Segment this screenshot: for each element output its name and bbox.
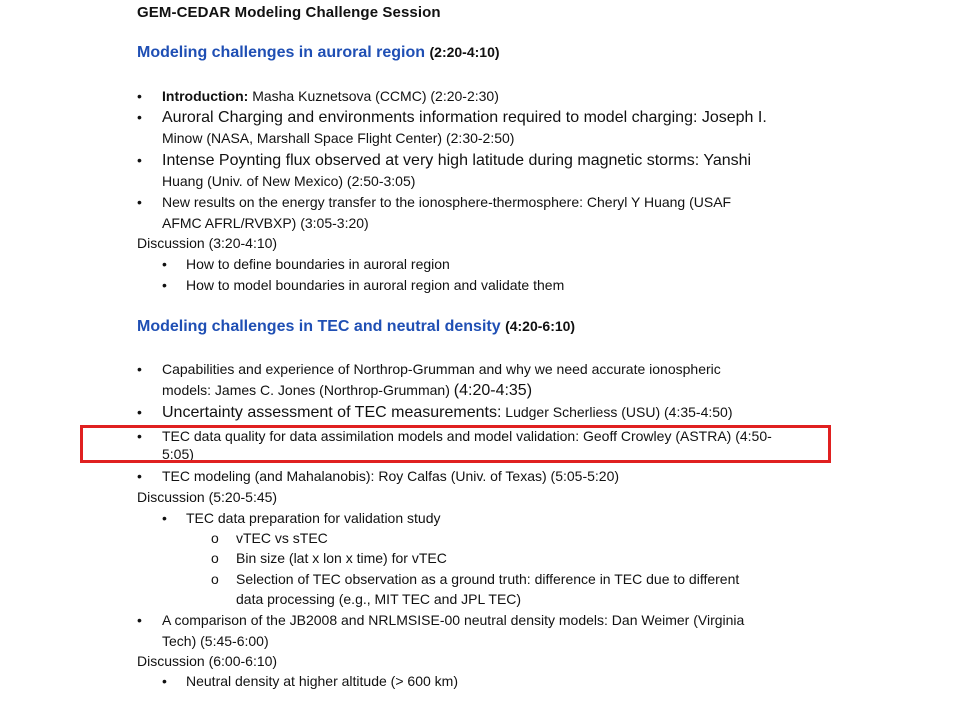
item-text: Intense Poynting flux observed at very high latitude during magnetic storms: Yanshi [162, 152, 752, 169]
item-text-cont: Tech) (5:45-6:00) [162, 633, 269, 649]
sub-sub-item-text: vTEC vs sTEC [236, 530, 328, 546]
item-text-cont: AFMC AFRL/RVBXP) (3:05-3:20) [162, 215, 369, 231]
bullet-icon: • [137, 109, 142, 125]
bullet-icon: • [137, 361, 142, 377]
sub-sub-item-text-cont: data processing (e.g., MIT TEC and JPL TEC) [236, 591, 522, 607]
item-text-cont: 5:05) [162, 446, 194, 462]
bullet-icon: • [162, 673, 167, 689]
item-text-cont: models: James C. Jones (Northrop-Grumman) [162, 382, 454, 398]
sub-sub-item-text: Bin size (lat x lon x time) for vTEC [236, 550, 447, 566]
sub-sub-item-text: Selection of TEC observation as a ground truth: difference in TEC due to different [236, 571, 740, 587]
item-text: Uncertainty assessment of TEC measurements: [162, 404, 502, 421]
sub-item-text: How to define boundaries in auroral region [186, 256, 450, 272]
section-heading-tec [137, 318, 575, 336]
bullet-icon: • [162, 277, 167, 293]
discussion-label: Discussion (5:20-5:45) [137, 489, 278, 505]
bullet-icon: • [137, 404, 142, 420]
section-time: (4:20-6:10) [505, 318, 576, 334]
bullet-icon: • [137, 428, 142, 444]
section-heading-auroral [137, 44, 500, 62]
item-text: TEC data quality for data assimilation models and model validation: Geoff Crowley (ASTRA) (4:50- [162, 428, 772, 444]
discussion-label: Discussion (6:00-6:10) [137, 653, 278, 669]
circle-bullet-icon: o [211, 530, 219, 546]
circle-bullet-icon: o [211, 571, 219, 587]
item-text: Auroral Charging and environments information required to model charging: Joseph I. [162, 109, 767, 126]
document-title: GEM-CEDAR Modeling Challenge Session [137, 4, 441, 21]
item-text: TEC modeling (and Mahalanobis): Roy Calfas (Univ. of Texas) (5:05-5:20) [162, 468, 620, 484]
item-text: Masha Kuznetsova (CCMC) (2:20-2:30) [248, 88, 499, 104]
bullet-icon: • [137, 152, 142, 168]
item-text: A comparison of the JB2008 and NRLMSISE-00 neutral density models: Dan Weimer (Virginia [162, 612, 745, 628]
sub-item-text: How to model boundaries in auroral region and validate them [186, 277, 565, 293]
bullet-icon: • [137, 468, 142, 484]
item-label: Introduction: [162, 88, 249, 104]
item-text-cont: Huang (Univ. of New Mexico) (2:50-3:05) [162, 173, 416, 189]
item-text: New results on the energy transfer to the ionosphere-thermosphere: Cheryl Y Huang (USAF [162, 194, 732, 210]
section-time: (2:20-4:10) [429, 44, 500, 60]
bullet-icon: • [137, 612, 142, 628]
item-text-rest: Ludger Scherliess (USU) (4:35-4:50) [501, 404, 733, 420]
bullet-icon: • [162, 256, 167, 272]
sub-item-text: TEC data preparation for validation study [186, 510, 441, 526]
circle-bullet-icon: o [211, 550, 219, 566]
bullet-icon: • [137, 88, 142, 104]
item-time: (4:20-4:35) [453, 382, 533, 399]
discussion-label: Discussion (3:20-4:10) [137, 235, 278, 251]
highlight-box [80, 425, 831, 463]
sub-item-text: Neutral density at higher altitude (> 600 km) [186, 673, 458, 689]
bullet-icon: • [162, 510, 167, 526]
item-text-cont: Minow (NASA, Marshall Space Flight Center) (2:30-2:50) [162, 130, 515, 146]
item-text: Capabilities and experience of Northrop-Grumman and why we need accurate ionospheric [162, 361, 721, 377]
section-name: Modeling challenges in TEC and neutral density [137, 318, 501, 335]
section-name: Modeling challenges in auroral region [137, 44, 426, 61]
bullet-icon: • [137, 194, 142, 210]
